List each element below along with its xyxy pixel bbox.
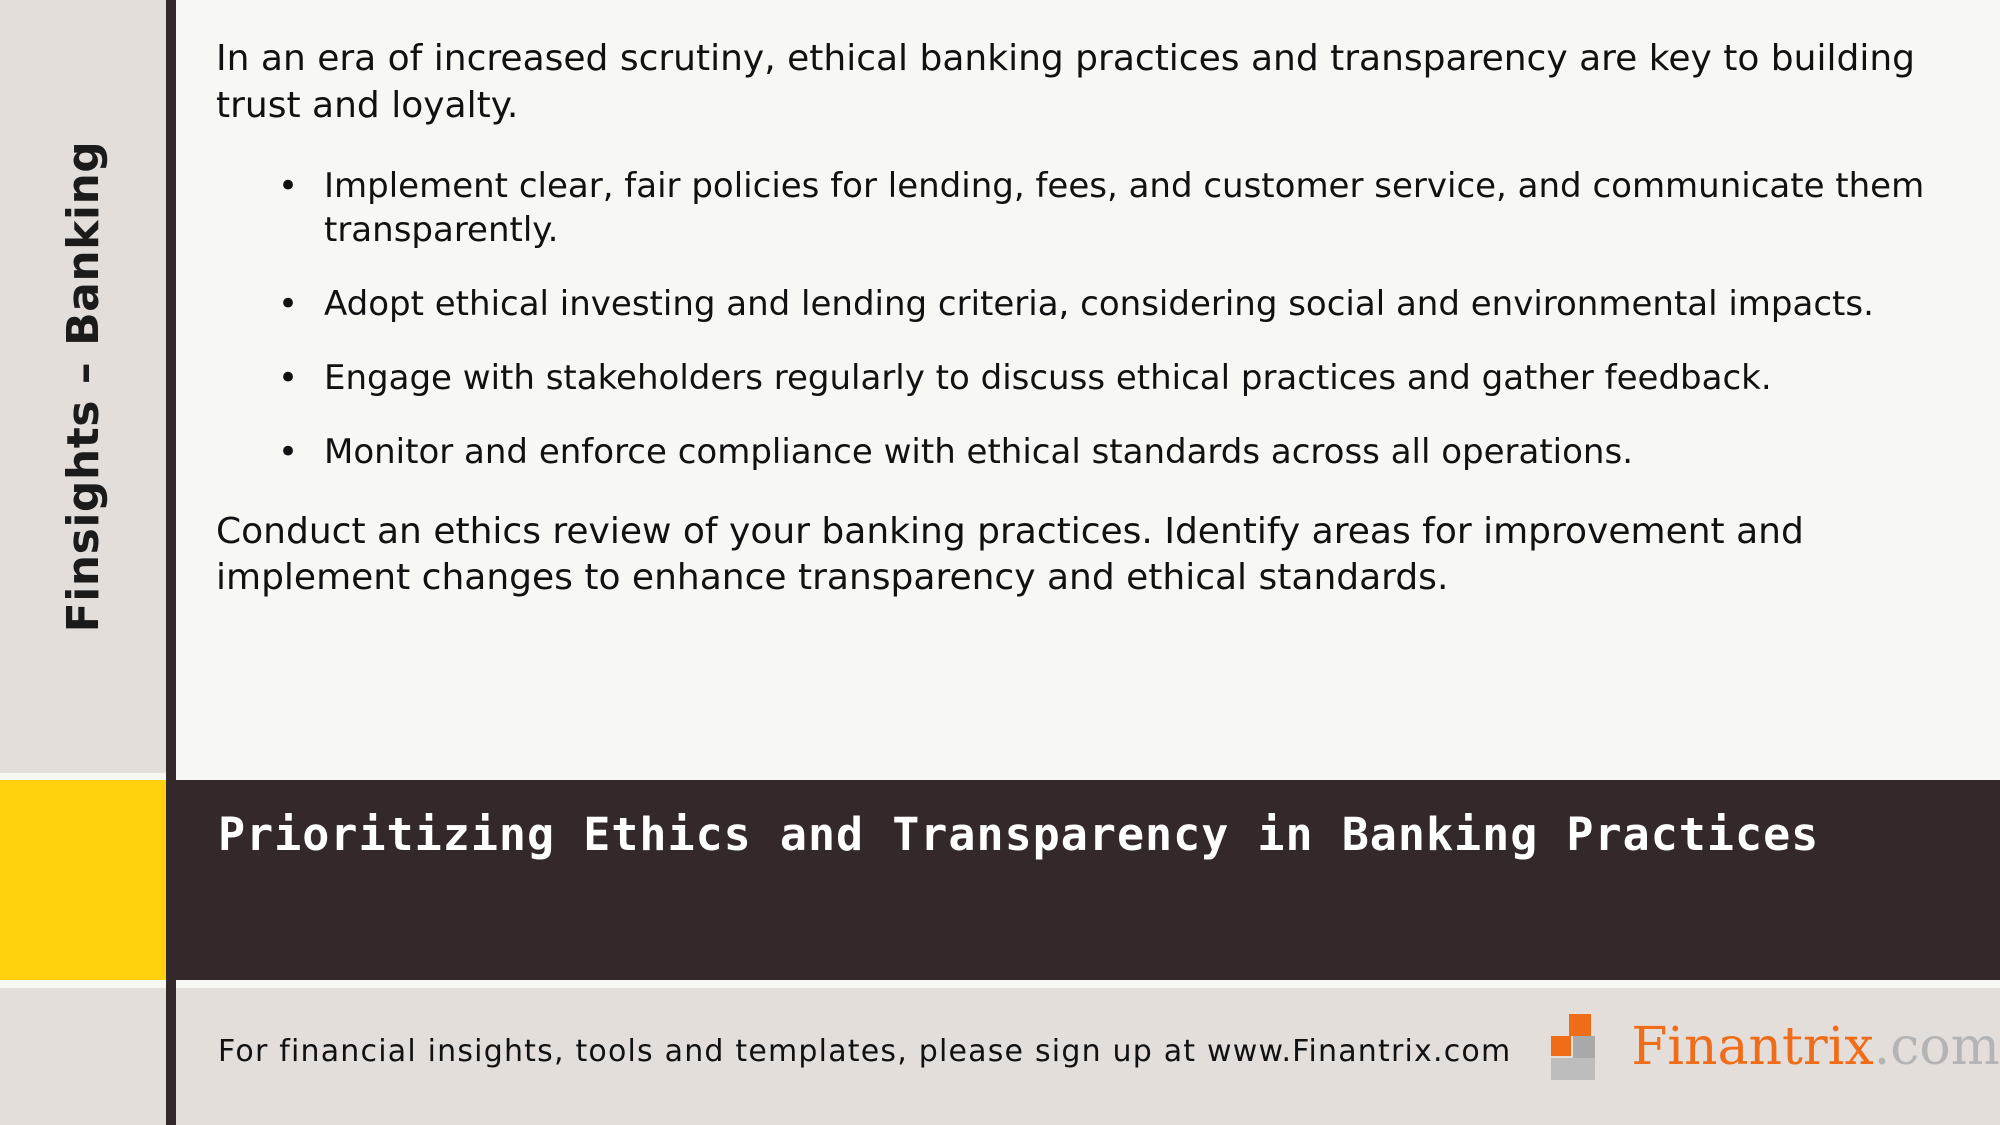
bullet-icon: • (278, 283, 299, 324)
footer-left-block (0, 988, 166, 1125)
vertical-divider (166, 0, 176, 1125)
bullet-icon: • (278, 432, 299, 473)
footer (176, 988, 2000, 1125)
bullet-icon: • (278, 165, 299, 206)
sidebar-deck-title: Finsights – Banking (57, 140, 109, 633)
title-band (176, 780, 2000, 980)
list-item-text: Monitor and enforce compliance with ethical standards across all operations. (324, 432, 1633, 473)
finantrix-squares-icon (1551, 1014, 1621, 1080)
brand-name: Finantrix (1631, 1017, 1874, 1077)
list-item-text: Adopt ethical investing and lending criteria, considering social and environmental impacts. (324, 283, 1874, 324)
list-item (278, 356, 1940, 400)
content-area (176, 0, 2000, 773)
list-item-text: Implement clear, fair policies for lending, fees, and customer service, and communicate them transparently. (324, 165, 1925, 250)
list-item (278, 430, 1940, 474)
bullet-icon: • (278, 358, 299, 399)
accent-block (0, 780, 166, 980)
page-title: Prioritizing Ethics and Transparency in Banking Practices (218, 808, 1820, 861)
brand-logo (1551, 1014, 2000, 1080)
list-item (278, 282, 1940, 326)
bullet-list (216, 164, 1940, 475)
list-item (278, 164, 1940, 252)
intro-paragraph: In an era of increased scrutiny, ethical banking practices and transparency are key to building trust and loyalty. (216, 38, 1915, 126)
list-item-text: Engage with stakeholders regularly to discuss ethical practices and gather feedback. (324, 358, 1772, 399)
closing-paragraph: Conduct an ethics review of your banking practices. Identify areas for improvement and implement changes to enhance transparency and ethical standards. (216, 510, 1804, 599)
sidebar (0, 0, 166, 773)
brand-tld: .com (1873, 1017, 2000, 1077)
footer-text: For financial insights, tools and templates, please sign up at www.Finantrix.com (218, 1034, 1512, 1069)
